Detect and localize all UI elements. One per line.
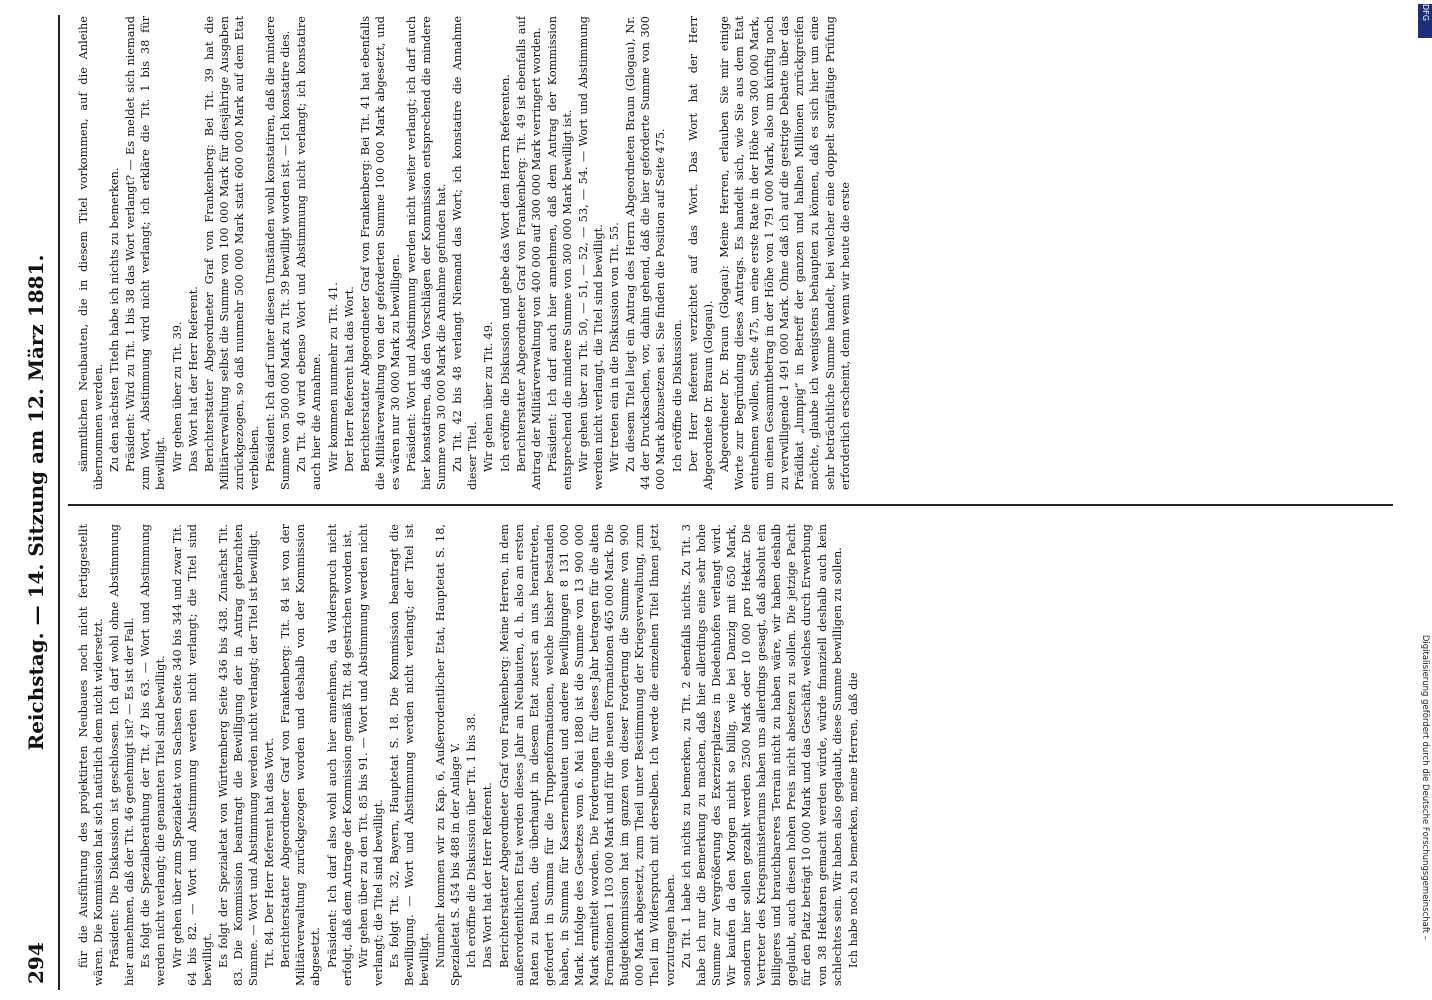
dfg-logo: DFG bbox=[1418, 4, 1432, 38]
paragraph: Berichterstatter Abgeordneter Graf von Frankenberg: Tit. 84 ist von der Militärverwaltung zurückgezogen worden und deshalb von der Kommission abgesetzt. bbox=[279, 524, 323, 986]
stamp-text: Digitalisierung gefördert durch die Deutsche Forschungsgemeinschaft – bbox=[1420, 634, 1430, 940]
paragraph: Nunmehr kommen wir zu Kap. 6, Außerordentlicher Etat, Hauptetat S. 18, Spezialetat S. 454 bis 488 in der Anlage V. bbox=[434, 524, 463, 986]
page-title: Reichstag. — 14. Sitzung am 12. März 1881. bbox=[24, 254, 48, 751]
paragraph: Präsident: Wird zu Tit. 1 bis 38 das Wort verlangt? — Es meldet sich niemand zum Wort, Abstimmung wird nicht verlangt; ich erkläre die Tit. 1 bis 38 für bewilligt. bbox=[124, 16, 168, 490]
paragraph: Der Herr Referent hat das Wort. bbox=[342, 286, 356, 472]
paragraph: Präsident: Ich darf also wohl auch hier annehmen, da Widerspruch nicht erfolgt, daß dem Antrage der Kommission gemäß Tit. 84 gestrichen worden ist. bbox=[325, 524, 354, 986]
paragraph: Berichterstatter Abgeordneter Graf von Frankenberg: Bei Tit. 39 hat die Militärverwaltung selbst die Summe von 100 000 Mark für diesjährige Ausgaben zurückgezogen, so daß nunmehr 500 000 Mark statt 600 000 Mark auf dem Etat verbleiben. bbox=[202, 16, 262, 490]
paragraph: Präsident: Ich darf auch hier annehmen, daß dem Antrag der Kommission entsprechend die mindere Summe von 300 000 Mark bewilligt ist. bbox=[545, 16, 574, 490]
right-column bbox=[76, 16, 1391, 490]
paragraph: Wir treten ein in die Diskussion von Tit. 55. bbox=[608, 222, 622, 472]
paragraph: Zu Tit. 1 habe ich nichts zu bemerken, zu Tit. 2 ebenfalls nichts. Zu Tit. 3 habe ich nur die Bemerkung zu machen, daß hier allerdings eine sehr hohe Summe zur Vergrößerung des Exerzierplatzes in Diedenhofen verlangt wird. Wir kaufen da den Morgen nicht so billig, wie bei Danzig mit 650 Mark, sondern hier sollen gezahlt werden 2500 Mark oder 10 000 pro Hektar. Die Vertreter des Kriegsministeriums haben uns allerdings gesagt, daß absolut ein billigeres und brauchbareres Terrain nicht zu haben wäre, wir haben deshalb geglaubt, auch diesen hohen Preis nicht absetzen zu sollen. Die jetzige Pacht für den Platz beträgt 10 000 Mark und das Geschäft, welches durch Erwerbung von 38 Hektaren gemacht werden würde, würde finanziell deshalb auch kein schlechtes sein. Wir haben also geglaubt, diese Summe bewilligen zu sollen. bbox=[679, 524, 844, 986]
paragraph: Der Herr Referent verzichtet auf das Wort. Das Wort hat der Herr Abgeordnete Dr. Braun (Glogau). bbox=[686, 16, 715, 490]
column-divider bbox=[68, 504, 1393, 506]
paragraph: Zu den nächsten Titeln habe ich nichts zu bemerken. bbox=[108, 167, 122, 472]
paragraph: Wir kommen nunmehr zu Tit. 41. bbox=[326, 282, 340, 472]
running-head bbox=[18, 15, 60, 990]
digitization-stamp bbox=[1418, 0, 1432, 1000]
page-number: 294 bbox=[24, 942, 48, 984]
paragraph: Berichterstatter Abgeordneter Graf von Frankenberg: Bei Tit. 41 hat ebenfalls die Militärverwaltung von der geforderten Summe 100 000 Mark abgesetzt, und es wären nur 30 000 Mark zu bewilligen. bbox=[358, 16, 402, 490]
paragraph: Präsident: Wort und Abstimmung werden nicht weiter verlangt; ich darf auch hier konstatiren, daß den Vorschlägen der Kommission entsprechend die mindere Summe von 30 000 Mark die Annahme gefunden hat. bbox=[404, 16, 449, 490]
paragraph: sämmtlichen Neubauten, die in diesem Titel vorkommen, auf die Anleihe übernommen werden. bbox=[77, 16, 106, 490]
paragraph: Zu diesem Titel liegt ein Antrag des Herrn Abgeordneten Braun (Glogau), Nr. 44 der Drucksachen, vor, dahin gehend, daß die hier geforderte Summe von 300 000 Mark abzusetzen sei. Sie finden die Position auf Seite 475. bbox=[624, 16, 668, 490]
left-column bbox=[76, 524, 1391, 986]
paragraph: Berichterstatter Abgeordneter Graf von Frankenberg: Tit. 49 ist ebenfalls auf Antrag der Militärverwaltung von 400 000 auf 300 000 Mark verringert worden. bbox=[514, 16, 543, 490]
paragraph: Ich eröffne die Diskussion. bbox=[670, 319, 684, 472]
paragraph: Zu Tit. 42 bis 48 verlangt Niemand das Wort; ich konstatire die Annahme dieser Titel. bbox=[451, 16, 480, 490]
paragraph: Berichterstatter Abgeordneter Graf von Frankenberg: Meine Herren, in dem außerordentlichen Etat werden dieses Jahr an Neubauten, d. h. also an ersten Raten zu Bauten, die überhaupt in diesem Etat zuerst an uns herantreten, gefordert in Summa für die Truppenformationen, welche bisher bestanden haben, in Summa für Kasernenbauten und andere Bewilligungen 8 131 000 Mark. Infolge des Gesetzes vom 6. Mai 1880 ist die Summe von 13 900 000 Mark ermittelt worden. Die Forderungen für dieses Jahr betragen für die alten Formationen 1 103 000 Mark und für die neuen Formationen 465 000 Mark. Die Budgetkommission hat im ganzen von dieser Forderung die Summe von 900 000 Mark abgesetzt, zum Theil unter Bestimmung der Kriegsverwaltung, zum Theil im Widerspruch mit derselben. Ich werde die einzelnen Titel Ihnen jetzt vorzutragen haben. bbox=[497, 524, 677, 986]
paragraph: Ich eröffne die Diskussion und gebe das Wort dem Herrn Referenten. bbox=[498, 74, 512, 472]
paragraph: Präsident: Die Diskussion ist geschlossen. Ich darf wohl ohne Abstimmung hier annehmen, daß der Tit. 46 genehmigt ist? — Es ist der Fall. bbox=[108, 524, 137, 986]
paragraph: Das Wort hat der Herr Referent. bbox=[481, 782, 495, 968]
paragraph: Es folgt die Spezialberathung der Tit. 47 bis 63. — Wort und Abstimmung werden nicht verlangt; die genannten Titel sind bewilligt. bbox=[139, 524, 168, 986]
paragraph: Das Wort hat der Herr Referent. bbox=[186, 286, 200, 472]
paragraph: Zu Tit. 40 wird ebenso Wort und Abstimmung nicht verlangt; ich konstatire auch hier die Annahme. bbox=[295, 16, 324, 490]
paragraph: Präsident: Ich darf unter diesen Umständen wohl konstatiren, daß die mindere Summe von 500 000 Mark zu Tit. 39 bewilligt worden ist. — Ich konstatire dies. bbox=[264, 16, 293, 490]
paragraph: Wir gehen über zu den Tit. 85 bis 91. — Wort und Abstimmung werden nicht verlangt; die Titel sind bewilligt. bbox=[356, 524, 385, 986]
paragraph: Es folgt Tit. 32, Bayern, Hauptetat S. 18. Die Kommission beantragt die Bewilligung. — Wort und Abstimmung werden nicht verlangt; der Titel ist bewilligt. bbox=[387, 524, 432, 986]
paragraph: Abgeordneter Dr. Braun (Glogau): Meine Herren, erlauben Sie mir einige Worte zur Begründung dieses Antrags. Es handelt sich, wie Sie aus dem Etat entnehmen wollen, Seite 475, um eine erste Rate in der Höhe von 300 000 Mark, um einen Gesammtbetrag in der Höhe von 1 791 000 Mark, also um künftig noch zu verwilligende 1 491 000 Mark. Ohne daß ich auf die gestrige Debatte über das Prädikat „lumpig“ in Betreff der ganzen und halben Millionen zurückgreifen möchte, glaube ich wenigstens behaupten zu können, daß es sich hier um eine sehr beträchtliche Summe handelt, bei welcher eine doppelt sorgfältige Prüfung erforderlich erscheint, denn wenn wir heute die erste bbox=[717, 16, 852, 490]
paragraph: Wir gehen über zu Tit. 39. bbox=[170, 321, 184, 472]
paragraph: Wir gehen über zu Tit. 49. bbox=[482, 321, 496, 472]
paragraph: Ich eröffne die Diskussion über Tit. 1 bis 38. bbox=[465, 713, 479, 968]
paragraph: Wir gehen über zu Tit. 50, — 51, — 52, — 53, — 54. — Wort und Abstimmung werden nicht verlangt, die Titel sind bewilligt. bbox=[577, 16, 606, 490]
paragraph: für die Ausführung des projektirten Neubaues noch nicht fertiggestellt wären. Die Kommission hat sich natürlich dem nicht widersetzt. bbox=[77, 524, 106, 986]
paragraph: Wir gehen über zum Spezialetat von Sachsen Seite 340 bis 344 und zwar Tit. 64 bis 82. — Wort und Abstimmung werden nicht verlangt; die Titel sind bewilligt. bbox=[170, 524, 214, 986]
paragraph: Ich habe noch zu bemerken, meine Herren, daß die bbox=[846, 672, 860, 968]
paragraph: Tit. 84. Der Herr Referent hat das Wort. bbox=[263, 737, 277, 968]
paragraph: Es folgt der Spezialetat von Württemberg Seite 436 bis 438. Zunächst Tit. 83. Die Kommission beantragt die Bewilligung der in Antrag gebrachten Summe. — Wort und Abstimmung werden nicht verlangt; der Titel ist bewilligt. bbox=[216, 524, 261, 986]
